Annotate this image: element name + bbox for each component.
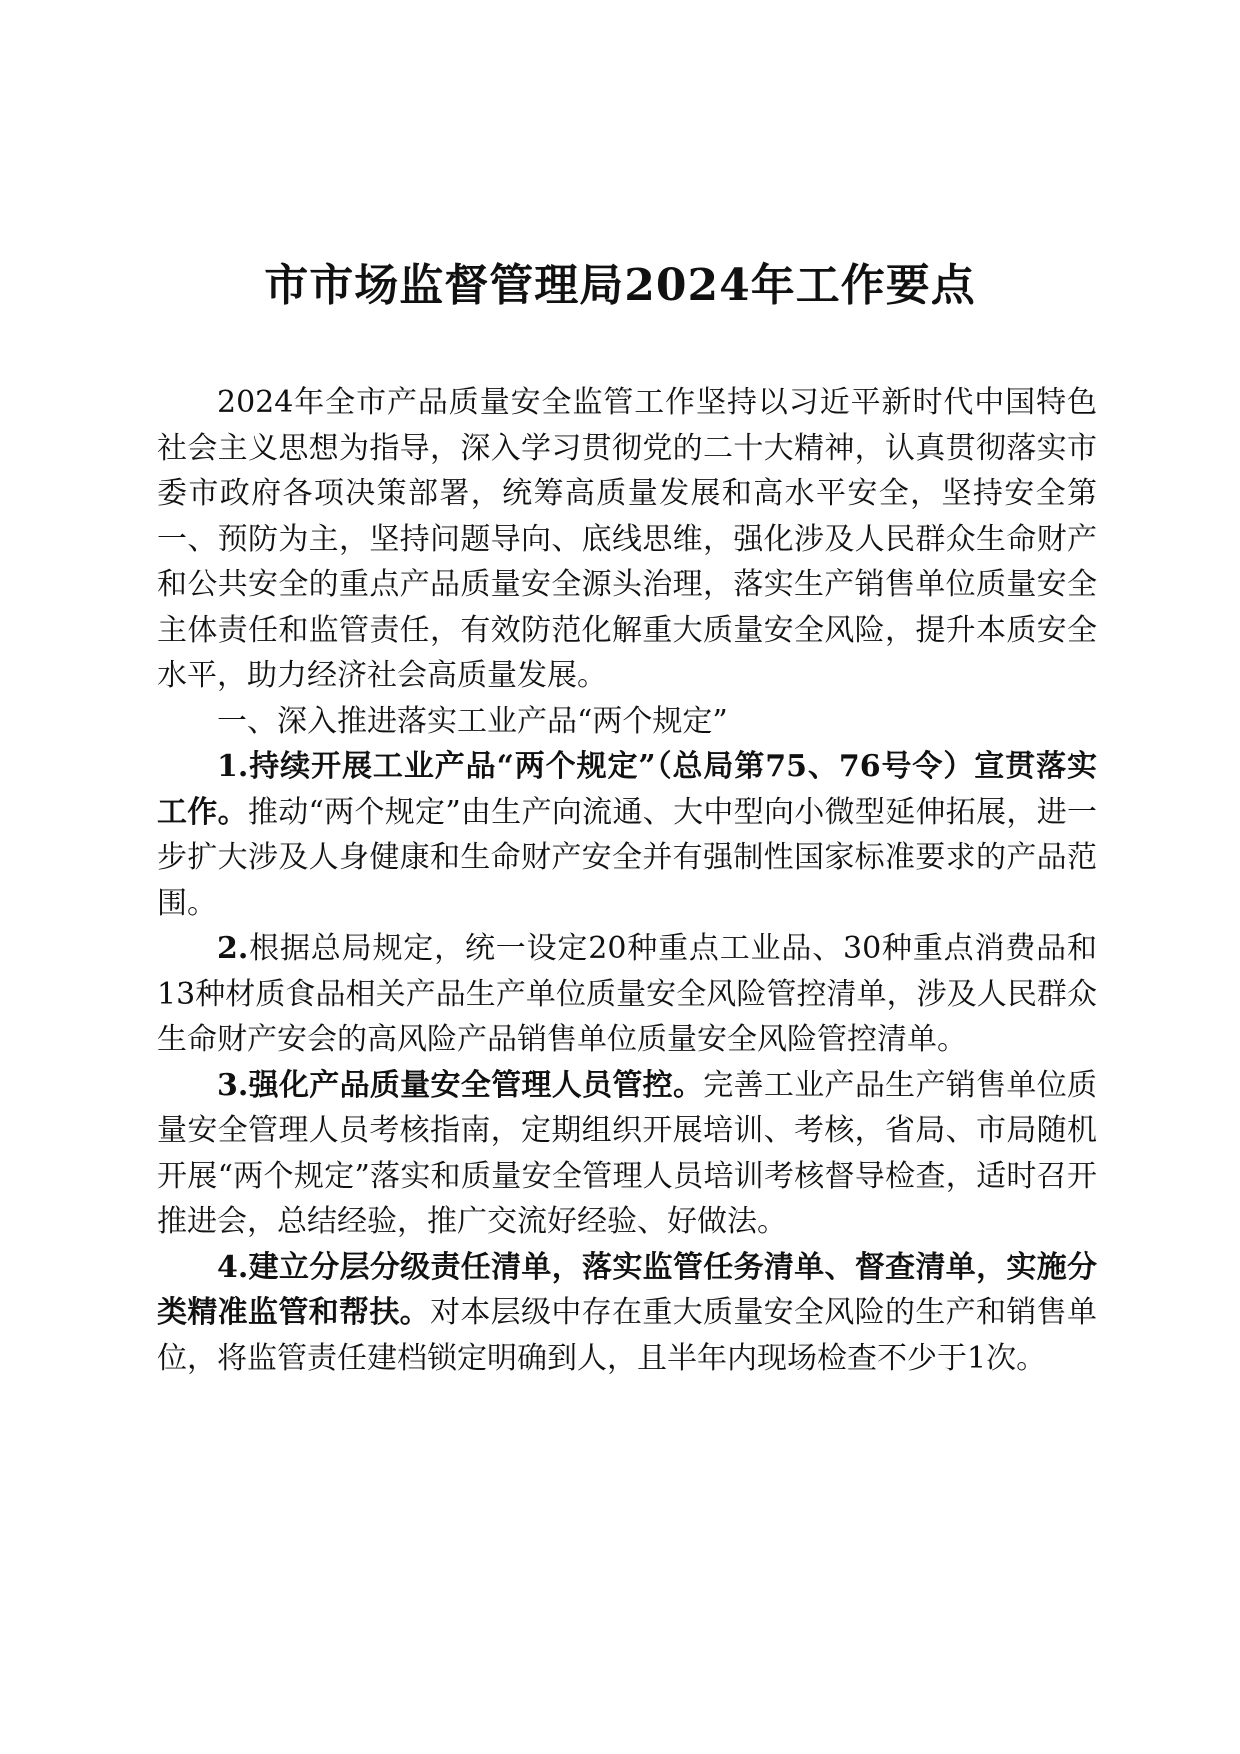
item-number: 4. [217, 1249, 249, 1285]
item-text: 推动“两个规定”由生产向流通、大中型向小微型延伸拓展，进一步扩大涉及人身健康和生命财产安全并有强制性国家标准要求的产品范围。 [157, 794, 1097, 921]
item-bold-lead: 持续开展工业产品“两个规定”（总局第75、76号令）宣贯落实工作。 [157, 749, 1097, 830]
item-text: 根据总局规定，统一设定20种重点工业品、30种重点消费品和13种材质食品相关产品生产单位质量安全风险管控清单，涉及人民群众生命财产安会的高风险产品销售单位质量安全风险管控清单。 [157, 931, 1097, 1057]
item-number: 3. [217, 1067, 249, 1103]
item-text: 完善工业产品生产销售单位质量安全管理人员考核指南，定期组织开展培训、考核，省局、市局随机开展“两个规定”落实和质量安全管理人员培训考核督导检查，适时召开推进会，总结经验，推广交流好经验、好做法。 [157, 1067, 1098, 1239]
item-number: 2. [217, 931, 249, 966]
document-body [157, 380, 1097, 1381]
list-item [157, 926, 1097, 1063]
list-item [157, 1245, 1097, 1382]
item-bold-lead: 强化产品质量安全管理人员管控。 [248, 1067, 704, 1103]
section-heading: 一、深入推进落实工业产品“两个规定” [217, 703, 728, 739]
list-item [157, 1063, 1097, 1245]
item-text: 对本层级中存在重大质量安全风险的生产和销售单位，将监管责任建档锁定明确到人，且半年内现场检查不少于1次。 [157, 1295, 1097, 1376]
document-title: 市市场监督管理局2024年工作要点 [264, 260, 976, 311]
item-number: 1. [217, 749, 249, 784]
item-bold-lead: 建立分层分级责任清单，落实监管任务清单、督查清单，实施分类精准监管和帮扶。 [157, 1249, 1097, 1330]
list-item [157, 744, 1097, 926]
intro-paragraph: 2024年全市产品质量安全监管工作坚持以习近平新时代中国特色社会主义思想为指导，深入学习贯彻党的二十大精神，认真贯彻落实市委市政府各项决策部署，统筹高质量发展和高水平安全，坚持安全第一、预防为主，坚持问题导向、底线思维，强化涉及人民群众生命财产和公共安全的重点产品质量安全源头治理，落实生产销售单位质量安全主体责任和监管责任，有效防范化解重大质量安全风险，提升本质安全水平，助力经济社会高质量发展。 [157, 385, 1097, 693]
